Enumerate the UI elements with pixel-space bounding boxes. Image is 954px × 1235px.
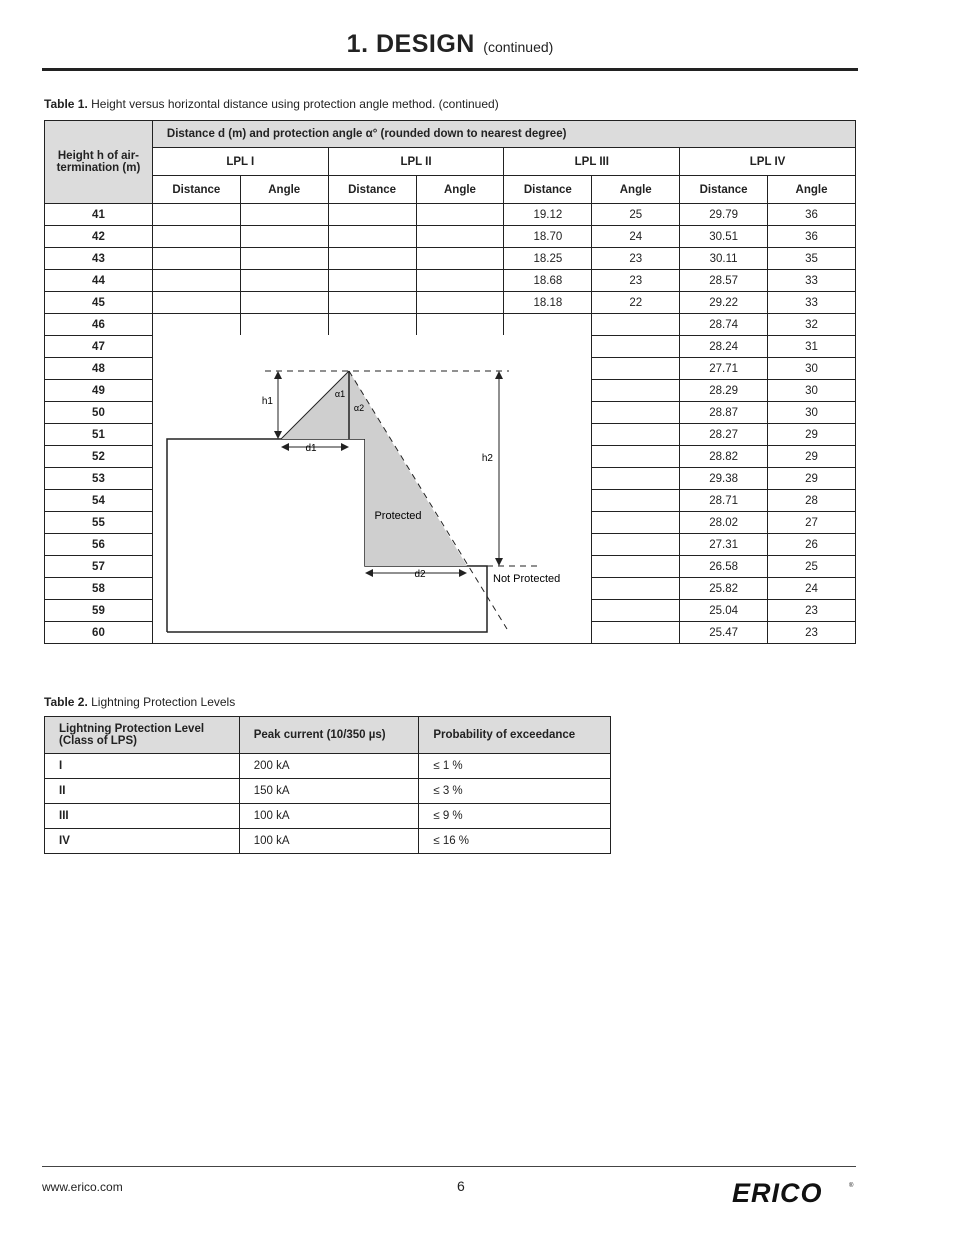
table2-caption-label: Table 2. (44, 695, 88, 709)
empty-cell (240, 226, 328, 248)
height-cell: 56 (45, 534, 153, 556)
empty-cell (592, 402, 680, 424)
table1-caption (44, 97, 499, 111)
empty-cell (592, 490, 680, 512)
empty-cell (328, 270, 416, 292)
distance-cell: 25.04 (680, 600, 768, 622)
h2-label: h2 (481, 453, 493, 464)
distance-cell: 28.74 (680, 314, 768, 336)
probability-cell: ≤ 9 % (419, 804, 611, 829)
lpl-class-cell: IV (45, 829, 240, 854)
alpha1-label: α1 (334, 389, 346, 399)
empty-cell (328, 314, 416, 336)
distance-subheader: Distance (152, 176, 240, 204)
angle-cell: 22 (592, 292, 680, 314)
height-cell: 48 (45, 358, 153, 380)
height-cell: 57 (45, 556, 153, 578)
lpl-header: LPL III (504, 148, 680, 176)
angle-cell: 25 (592, 204, 680, 226)
empty-cell (328, 226, 416, 248)
probability-cell: ≤ 3 % (419, 779, 611, 804)
angle-cell: 25 (768, 556, 856, 578)
page-title: 1. DESIGN (346, 30, 475, 58)
angle-cell: 30 (768, 380, 856, 402)
table1-caption-label: Table 1. (44, 97, 88, 111)
height-cell: 51 (45, 424, 153, 446)
alpha2-label: α2 (353, 403, 365, 413)
probability-cell: ≤ 1 % (419, 754, 611, 779)
empty-cell (592, 424, 680, 446)
angle-cell: 23 (592, 270, 680, 292)
angle-cell: 35 (768, 248, 856, 270)
distance-cell: 28.87 (680, 402, 768, 424)
empty-cell (592, 336, 680, 358)
height-cell: 42 (45, 226, 153, 248)
probability-header: Probability of exceedance (419, 717, 611, 754)
height-cell: 46 (45, 314, 153, 336)
distance-cell: 28.71 (680, 490, 768, 512)
table-row (45, 829, 611, 854)
height-cell: 53 (45, 468, 153, 490)
peak-current-cell: 100 kA (239, 829, 419, 854)
peak-current-cell: 150 kA (239, 779, 419, 804)
distance-cell: 29.79 (680, 204, 768, 226)
height-cell: 55 (45, 512, 153, 534)
height-cell: 50 (45, 402, 153, 424)
table-row (45, 204, 856, 226)
protection-angle-diagram (153, 335, 591, 642)
angle-cell: 24 (768, 578, 856, 600)
not-protected-label: Not Protected (493, 573, 561, 585)
distance-cell: 28.27 (680, 424, 768, 446)
empty-cell (592, 622, 680, 644)
distance-cell: 18.68 (504, 270, 592, 292)
table-row (45, 754, 611, 779)
distance-cell: 28.29 (680, 380, 768, 402)
empty-cell (328, 292, 416, 314)
page-header (42, 30, 858, 71)
angle-cell: 29 (768, 468, 856, 490)
distance-cell: 18.25 (504, 248, 592, 270)
angle-cell (592, 314, 680, 336)
empty-cell (240, 292, 328, 314)
angle-cell: 33 (768, 292, 856, 314)
table-row (45, 804, 611, 829)
table-row (45, 292, 856, 314)
height-cell: 59 (45, 600, 153, 622)
empty-cell (152, 314, 240, 336)
protected-label: Protected (374, 510, 422, 522)
empty-cell (152, 204, 240, 226)
distance-cell: 29.38 (680, 468, 768, 490)
empty-cell (416, 314, 504, 336)
height-cell: 52 (45, 446, 153, 468)
angle-cell: 36 (768, 204, 856, 226)
table-row (45, 314, 856, 336)
distance-cell: 28.82 (680, 446, 768, 468)
distance-cell: 19.12 (504, 204, 592, 226)
distance-subheader: Distance (328, 176, 416, 204)
footer-url[interactable]: www.erico.com (42, 1180, 123, 1194)
table-row (45, 248, 856, 270)
empty-cell (416, 248, 504, 270)
height-column-header: Height h of air-termination (m) (45, 121, 153, 204)
empty-cell (152, 226, 240, 248)
empty-cell (416, 292, 504, 314)
distance-cell: 18.70 (504, 226, 592, 248)
distance-cell: 18.18 (504, 292, 592, 314)
table1-caption-text: Height versus horizontal distance using protection angle method. (continued) (87, 97, 499, 111)
probability-cell: ≤ 16 % (419, 829, 611, 854)
distance-subheader: Distance (504, 176, 592, 204)
height-cell: 41 (45, 204, 153, 226)
lightning-protection-levels-table (44, 716, 611, 854)
empty-cell (240, 248, 328, 270)
empty-cell (416, 204, 504, 226)
svg-text:®: ® (849, 1183, 854, 1189)
angle-subheader: Angle (240, 176, 328, 204)
angle-cell: 23 (768, 622, 856, 644)
empty-cell (416, 270, 504, 292)
angle-cell: 31 (768, 336, 856, 358)
empty-cell (592, 600, 680, 622)
angle-cell: 30 (768, 402, 856, 424)
distance-cell: 25.82 (680, 578, 768, 600)
distance-subheader: Distance (680, 176, 768, 204)
lpl-class-cell: III (45, 804, 240, 829)
angle-subheader: Angle (592, 176, 680, 204)
table-row (45, 270, 856, 292)
distance-cell: 25.47 (680, 622, 768, 644)
erico-logo-text: ERICO (732, 1178, 823, 1208)
height-cell: 54 (45, 490, 153, 512)
height-cell: 60 (45, 622, 153, 644)
empty-cell (328, 248, 416, 270)
angle-cell: 33 (768, 270, 856, 292)
angle-cell: 36 (768, 226, 856, 248)
footer-divider (42, 1166, 856, 1167)
angle-subheader: Angle (416, 176, 504, 204)
h1-label: h1 (261, 396, 273, 407)
height-cell: 49 (45, 380, 153, 402)
lpl-header: LPL IV (680, 148, 856, 176)
angle-cell: 32 (768, 314, 856, 336)
angle-subheader: Angle (768, 176, 856, 204)
empty-cell (416, 226, 504, 248)
erico-logo (730, 1178, 856, 1213)
empty-cell (152, 270, 240, 292)
peak-current-header: Peak current (10/350 µs) (239, 717, 419, 754)
distance-cell: 27.31 (680, 534, 768, 556)
height-cell: 45 (45, 292, 153, 314)
empty-cell (240, 270, 328, 292)
empty-cell (592, 578, 680, 600)
distance-cell: 28.02 (680, 512, 768, 534)
angle-cell: 29 (768, 424, 856, 446)
distance-cell: 28.57 (680, 270, 768, 292)
page-subtitle: (continued) (483, 39, 554, 55)
lpl-header: LPL I (152, 148, 328, 176)
empty-cell (592, 468, 680, 490)
lpl-class-cell: II (45, 779, 240, 804)
angle-cell: 23 (768, 600, 856, 622)
empty-cell (152, 292, 240, 314)
d1-label: d1 (305, 443, 317, 454)
lpl-class-header: Lightning Protection Level (Class of LPS) (45, 717, 240, 754)
empty-cell (328, 204, 416, 226)
distance-cell: 30.51 (680, 226, 768, 248)
distance-cell: 30.11 (680, 248, 768, 270)
height-cell: 58 (45, 578, 153, 600)
empty-cell (592, 556, 680, 578)
height-cell: 44 (45, 270, 153, 292)
d2-label: d2 (414, 569, 426, 580)
empty-cell (592, 512, 680, 534)
lpl-class-cell: I (45, 754, 240, 779)
distance-cell: 27.71 (680, 358, 768, 380)
peak-current-cell: 200 kA (239, 754, 419, 779)
protection-diagram-svg (153, 335, 591, 642)
page-number: 6 (457, 1178, 465, 1194)
angle-cell: 30 (768, 358, 856, 380)
table2-caption-text: Lightning Protection Levels (87, 695, 236, 709)
angle-cell: 23 (592, 248, 680, 270)
empty-cell (240, 314, 328, 336)
peak-current-cell: 100 kA (239, 804, 419, 829)
table-row (45, 779, 611, 804)
distance-angle-header: Distance d (m) and protection angle α° (rounded down to nearest degree) (152, 121, 855, 148)
angle-cell: 29 (768, 446, 856, 468)
table-row (45, 226, 856, 248)
empty-cell (592, 446, 680, 468)
empty-cell (152, 248, 240, 270)
angle-cell: 26 (768, 534, 856, 556)
empty-cell (592, 358, 680, 380)
lpl-header: LPL II (328, 148, 504, 176)
angle-cell: 28 (768, 490, 856, 512)
empty-cell (592, 380, 680, 402)
empty-cell (240, 204, 328, 226)
distance-cell: 29.22 (680, 292, 768, 314)
height-cell: 47 (45, 336, 153, 358)
distance-cell: 26.58 (680, 556, 768, 578)
distance-cell: 28.24 (680, 336, 768, 358)
empty-cell (592, 534, 680, 556)
angle-cell: 27 (768, 512, 856, 534)
height-cell: 43 (45, 248, 153, 270)
angle-cell: 24 (592, 226, 680, 248)
distance-cell (504, 314, 592, 336)
table2-caption (44, 695, 235, 709)
